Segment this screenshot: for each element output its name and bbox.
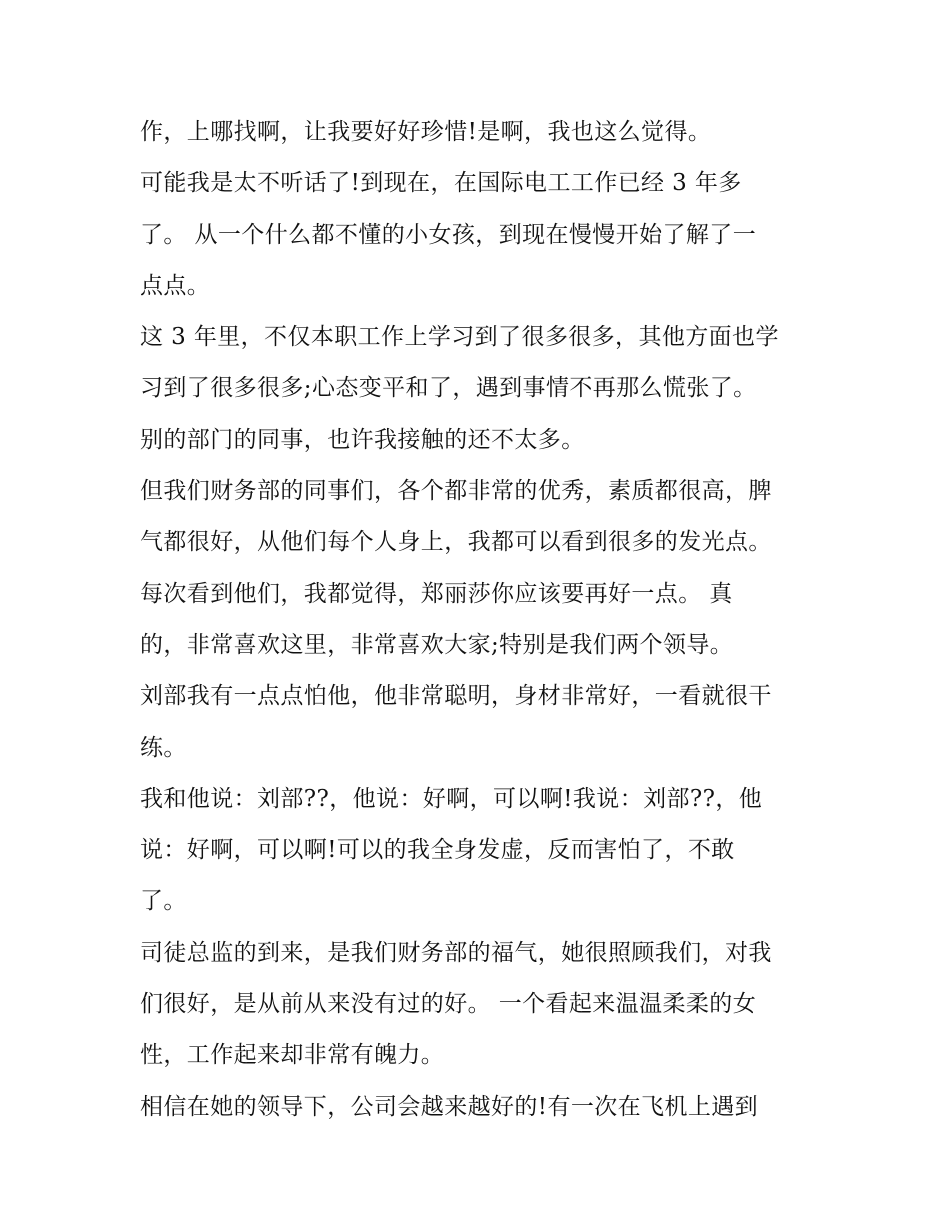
- text-line: 们很好，是从前从来没有过的好。 一个看起来温温柔柔的女: [140, 991, 757, 1018]
- text-line: 了。 从一个什么都不懂的小女孩，到现在慢慢开始了解了一: [140, 221, 757, 248]
- text-line: 这 3 年里，不仅本职工作上学习到了很多很多，其他方面也学: [140, 324, 779, 351]
- text-line: 说：好啊，可以啊!可以的我全身发虚，反而害怕了，不敢: [140, 837, 735, 864]
- text-line: 但我们财务部的同事们，各个都非常的优秀，素质都很高，脾: [140, 478, 772, 505]
- text-line: 性，工作起来却非常有魄力。: [140, 1042, 445, 1069]
- text-line: 每次看到他们，我都觉得，郑丽莎你应该要再好一点。 真: [140, 580, 733, 607]
- body-text: [140, 107, 830, 1133]
- text-line: 可能我是太不听话了!到现在，在国际电工工作已经 3 年多: [140, 170, 742, 197]
- text-line: 我和他说：刘部??，他说：好啊，可以啊!我说：刘部??，他: [140, 785, 763, 812]
- text-line: 了。: [140, 888, 187, 915]
- text-line: 练。: [140, 734, 187, 761]
- text-line: 相信在她的领导下，公司会越来越好的!有一次在飞机上遇到: [140, 1093, 759, 1120]
- text-line: 点点。: [140, 272, 211, 299]
- text-line: 刘部我有一点点怕他，他非常聪明，身材非常好，一看就很干: [140, 683, 772, 710]
- text-line: 司徒总监的到来，是我们财务部的福气，她很照顾我们，对我: [140, 939, 772, 966]
- text-line: 习到了很多很多;心态变平和了，遇到事情不再那么慌张了。: [140, 375, 757, 402]
- text-line: 的，非常喜欢这里，非常喜欢大家;特别是我们两个领导。: [140, 631, 734, 658]
- text-line: 气都很好，从他们每个人身上，我都可以看到很多的发光点。: [140, 529, 772, 556]
- text-line: 别的部门的同事，也许我接触的还不太多。: [140, 426, 585, 453]
- text-line: 作，上哪找啊，让我要好好珍惜!是啊，我也这么觉得。: [140, 119, 712, 145]
